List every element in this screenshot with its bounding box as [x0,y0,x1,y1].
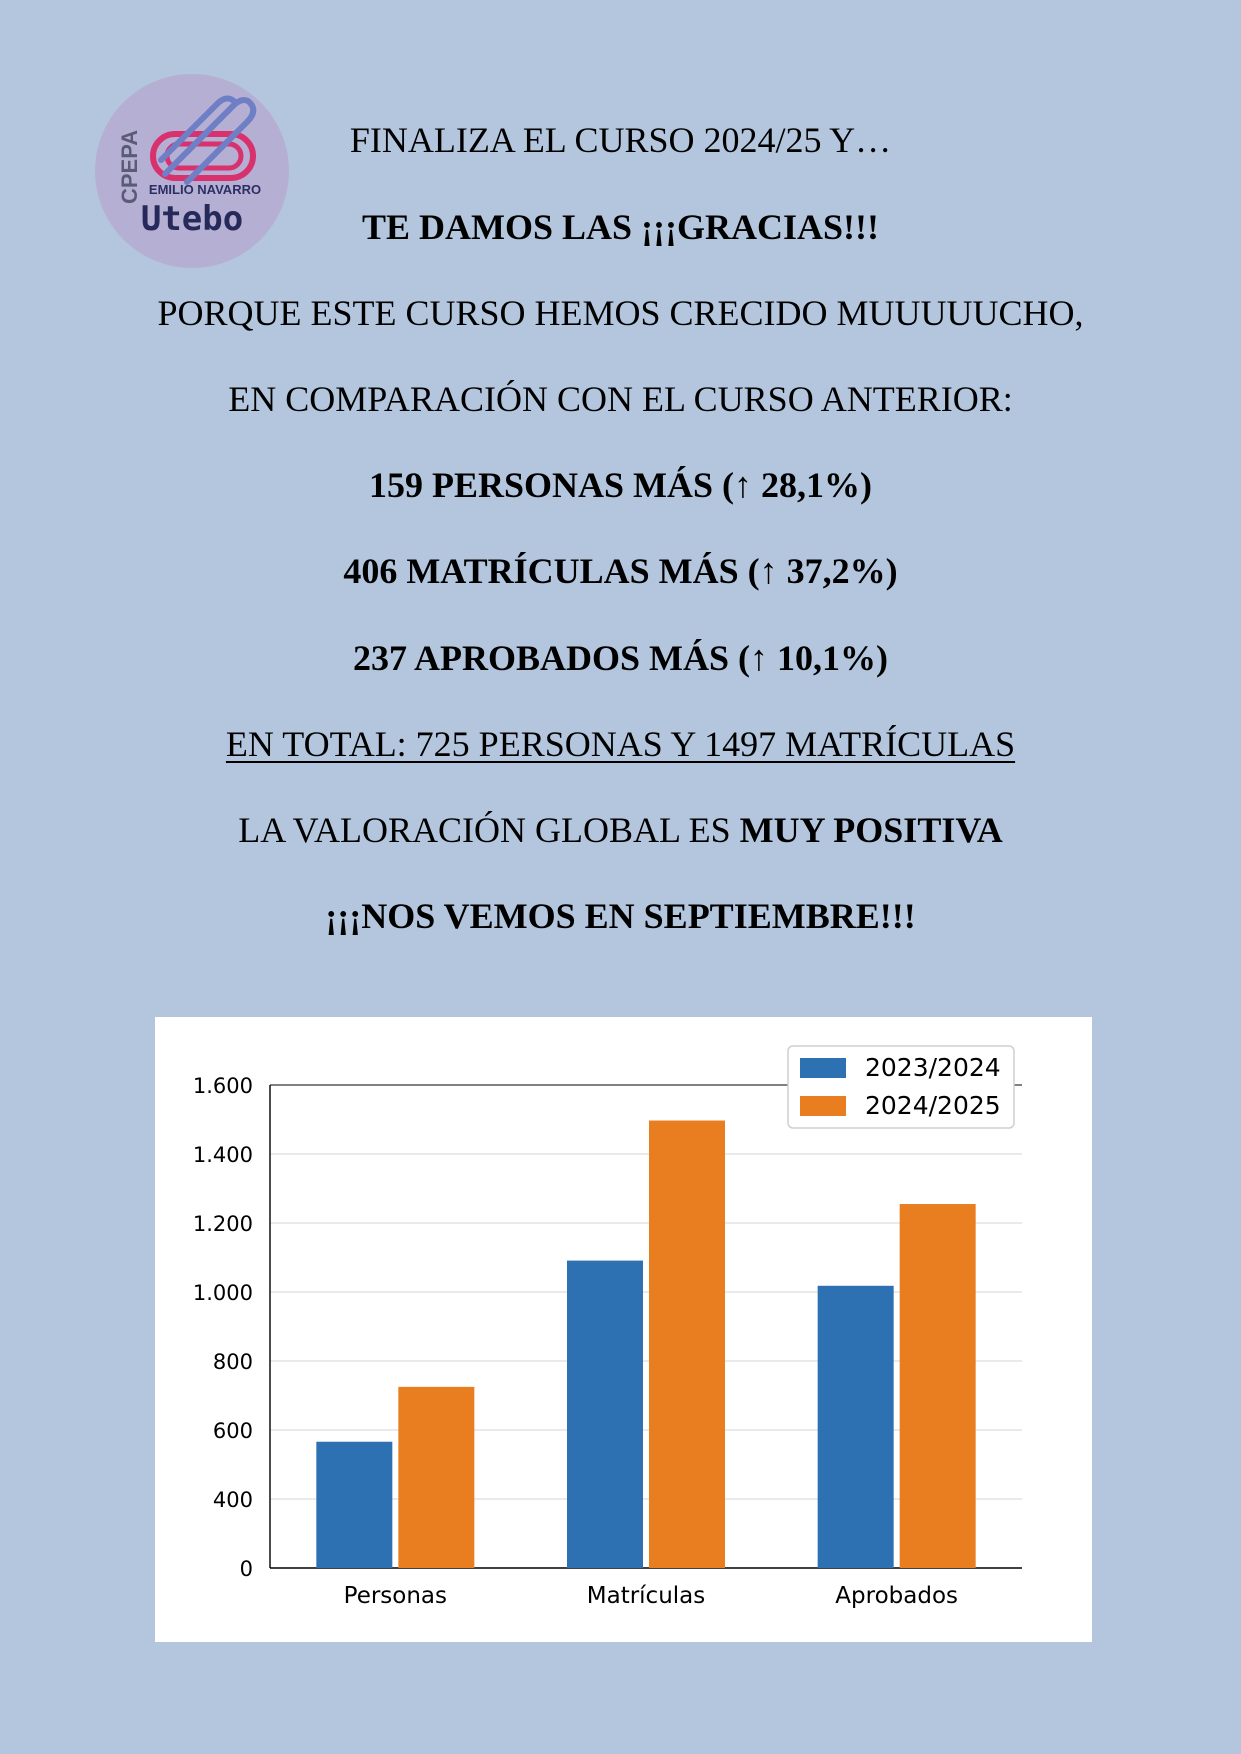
intro-line: FINALIZA EL CURSO 2024/25 Y… [349,120,892,160]
legend-swatch [800,1058,846,1078]
logo-town-text: Utebo [140,199,244,239]
x-tick-label: Personas [343,1583,448,1609]
chart-panel [155,1017,1092,1642]
valuation-highlight: MUY POSITIVA [739,810,1003,850]
legend-label: 2024/2025 [865,1091,1001,1120]
total-line [0,722,1241,766]
y-tick-label: 800 [212,1350,253,1374]
bar-chart [155,1017,1092,1642]
bar [398,1387,474,1568]
stat-aprobados: 237 APROBADOS MÁS (↑ 10,1%) [352,638,888,678]
thanks-line: TE DAMOS LAS ¡¡¡GRACIAS!!! [361,207,879,247]
legend-swatch [800,1096,846,1116]
bar [316,1442,392,1568]
y-tick-label: 600 [212,1419,253,1443]
growth-line: PORQUE ESTE CURSO HEMOS CRECIDO MUUUUUCHO, [157,293,1084,333]
stat-matriculas: 406 MATRÍCULAS MÁS (↑ 37,2%) [343,551,898,591]
stat-personas: 159 PERSONAS MÁS (↑ 28,1%) [368,465,872,505]
y-tick-label: 0 [239,1557,253,1581]
y-tick-label: 400 [212,1488,253,1512]
y-tick-label: 1.200 [192,1212,253,1236]
bar [567,1261,643,1568]
total-text: EN TOTAL: 725 PERSONAS Y 1497 MATRÍCULAS [225,724,1016,764]
farewell-line: ¡¡¡NOS VEMOS EN SEPTIEMBRE!!! [325,896,916,936]
x-tick-label: Aprobados [835,1583,959,1609]
bar [818,1286,894,1568]
x-tick-label: Matrículas [586,1583,706,1609]
y-tick-label: 1.000 [192,1281,253,1305]
bar [649,1121,725,1568]
comparison-line: EN COMPARACIÓN CON EL CURSO ANTERIOR: [228,379,1013,419]
y-tick-label: 1.600 [192,1074,253,1098]
logo-name-text: EMILIO NAVARRO [148,182,262,197]
legend-label: 2023/2024 [865,1053,1001,1082]
y-tick-label: 1.400 [192,1143,253,1167]
valuation-line [0,808,1241,852]
valuation-prefix: LA VALORACIÓN GLOBAL ES [238,810,740,850]
bar [900,1204,976,1568]
logo-vertical-text: CPEPA [117,129,142,204]
